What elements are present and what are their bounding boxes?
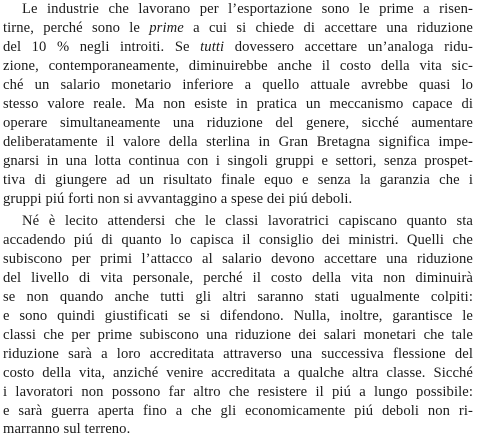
paragraph-2-line-4 (3, 269, 473, 288)
text-run: del 10 % negli introiti. Se (3, 39, 201, 55)
paragraph-2-line-3 (3, 250, 473, 269)
text-run: deliberatamente il valore della sterlina in Gran Bretagna significa impe- (3, 134, 473, 150)
emphasis-prime: prime (149, 20, 184, 36)
paragraph-1-line-6 (3, 95, 473, 114)
text-run: gnarsi in una lotta continua con i singoli gruppi e settori, senza prospet- (3, 153, 473, 169)
text-run: riduzione sarà a loro accreditata attraverso una successiva flessione del (3, 346, 473, 362)
text-run: accadendo piú di quanto lo capisca il consiglio dei ministri. Quelli che (3, 232, 473, 248)
paragraph-2-line-8 (3, 345, 473, 364)
emphasis-tutti: tutti (200, 39, 225, 55)
text-run: stesso valore reale. Ma non esiste in pratica un meccanismo capace di (3, 96, 473, 112)
paragraph-1-line-5 (3, 76, 473, 95)
paragraph-2-line-11 (3, 402, 473, 421)
text-run: Né è lecito attendersi che le classi lavoratrici capiscano quanto sta (22, 213, 473, 229)
text-run: classi che per prime subiscono una riduzione dei salari monetari che tale (3, 327, 473, 343)
paragraph-2-line-10 (3, 383, 473, 402)
paragraph-1-line-11 (3, 190, 473, 209)
paragraph-1-line-2 (3, 19, 473, 38)
text-run: del livello di vita personale, perché il costo della vita non diminuirà (3, 270, 473, 286)
text-run: dovessero accettare un’analoga ridu- (224, 39, 474, 55)
text-run: e sarà guerra aperta fino a che gli economicamente piú deboli non ri- (3, 403, 473, 419)
paragraph-2-line-9 (3, 364, 473, 383)
paragraph-1-line-7 (3, 114, 473, 133)
paragraph-1-line-3 (3, 38, 473, 57)
text-run: tiva di giungere ad un risultato finale equo e senza la garanzia che i (3, 172, 473, 188)
paragraph-2-line-6 (3, 307, 473, 326)
paragraph-1-line-10 (3, 171, 473, 190)
paragraph-1-line-4 (3, 57, 473, 76)
text-run: Le industrie che lavorano per l’esportazione sono le prime a risen- (22, 1, 473, 17)
text-run: marranno sul terreno. (3, 421, 131, 437)
text-run: se non quando anche tutti gli altri saranno stati ugualmente colpiti: (3, 289, 473, 305)
paragraph-1-line-1 (22, 0, 473, 19)
text-run: operare simultaneamente una riduzione del genere, sicché aumentare (3, 115, 473, 131)
text-run: subiscono per primi l’attacco al salario devono accettare una riduzione (3, 251, 473, 267)
text-run: costo della vita, anziché venire accreditata a qualche altra classe. Sicché (3, 365, 473, 381)
paragraph-2-line-5 (3, 288, 473, 307)
paragraph-1-line-9 (3, 152, 473, 171)
text-run: ché un salario monetario inferiore a quello attuale avrebbe quasi lo (3, 77, 473, 93)
paragraph-2-line-12 (3, 420, 473, 439)
text-run: zione, contemporaneamente, diminuirebbe anche il costo della vita sic- (3, 58, 473, 74)
paragraph-1-line-8 (3, 133, 473, 152)
paragraph-2-line-2 (3, 231, 473, 250)
text-run: i lavoratori non possono far altro che resistere il piú a lungo possibile: (3, 384, 473, 400)
text-run: e sono quindi giustificati se si difendono. Nulla, inoltre, garantisce le (3, 308, 473, 324)
text-run: a cui si chiede di accettare una riduzione (183, 20, 473, 36)
paragraph-2-line-7 (3, 326, 473, 345)
text-run: tirne, perché sono le (3, 20, 150, 36)
paragraph-2-line-1 (22, 212, 473, 231)
text-run: gruppi piú forti non si avvantaggino a spese dei piú deboli. (3, 191, 353, 207)
